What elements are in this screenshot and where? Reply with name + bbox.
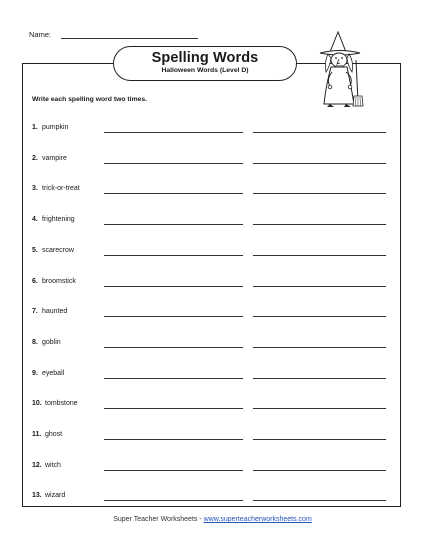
writing-line-1[interactable] bbox=[104, 408, 243, 409]
witch-icon bbox=[316, 30, 364, 108]
spelling-word: trick-or-treat bbox=[42, 185, 80, 193]
word-number: 12. bbox=[32, 461, 42, 469]
spelling-word: haunted bbox=[42, 308, 68, 316]
writing-line-1[interactable] bbox=[104, 255, 243, 256]
writing-line-2[interactable] bbox=[253, 224, 386, 225]
writing-line-1[interactable] bbox=[104, 439, 243, 440]
word-row bbox=[0, 247, 425, 259]
writing-line-1[interactable] bbox=[104, 286, 243, 287]
worksheet-title: Spelling Words bbox=[151, 50, 259, 66]
word-number: 6. bbox=[32, 277, 38, 285]
word-row bbox=[0, 185, 425, 197]
title-banner bbox=[113, 46, 297, 81]
writing-line-2[interactable] bbox=[253, 500, 386, 501]
word-number: 3. bbox=[32, 185, 38, 193]
word-row bbox=[0, 216, 425, 228]
writing-line-1[interactable] bbox=[104, 500, 243, 501]
writing-line-2[interactable] bbox=[253, 378, 386, 379]
word-row bbox=[0, 400, 425, 412]
word-row bbox=[0, 370, 425, 382]
word-row bbox=[0, 308, 425, 320]
word-number: 4. bbox=[32, 216, 38, 224]
writing-line-1[interactable] bbox=[104, 347, 243, 348]
word-row bbox=[0, 462, 425, 474]
word-number: 13. bbox=[32, 492, 42, 500]
word-row bbox=[0, 278, 425, 290]
writing-line-2[interactable] bbox=[253, 408, 386, 409]
spelling-word: vampire bbox=[42, 154, 67, 162]
writing-line-2[interactable] bbox=[253, 193, 386, 194]
spelling-word: broomstick bbox=[42, 277, 76, 285]
word-number: 8. bbox=[32, 338, 38, 346]
word-number: 9. bbox=[32, 369, 38, 377]
spelling-word: pumpkin bbox=[42, 124, 69, 131]
writing-line-2[interactable] bbox=[253, 163, 386, 164]
writing-line-2[interactable] bbox=[253, 132, 386, 133]
spelling-word: wizard bbox=[45, 492, 66, 500]
footer bbox=[0, 516, 425, 523]
spelling-word: goblin bbox=[42, 338, 61, 346]
word-number: 7. bbox=[32, 308, 38, 316]
writing-line-2[interactable] bbox=[253, 470, 386, 471]
spelling-word: ghost bbox=[45, 431, 63, 438]
writing-line-2[interactable] bbox=[253, 439, 386, 440]
word-row bbox=[0, 431, 425, 443]
word-row bbox=[0, 339, 425, 351]
writing-line-2[interactable] bbox=[253, 255, 386, 256]
word-number: 11. bbox=[32, 431, 42, 438]
spelling-word: eyeball bbox=[42, 369, 65, 377]
spelling-word: scarecrow bbox=[42, 246, 74, 254]
writing-line-1[interactable] bbox=[104, 193, 243, 194]
writing-line-2[interactable] bbox=[253, 316, 386, 317]
word-number: 1. bbox=[32, 124, 38, 131]
spelling-word: tombstone bbox=[45, 400, 78, 408]
word-number: 5. bbox=[32, 246, 38, 254]
writing-line-2[interactable] bbox=[253, 347, 386, 348]
word-row bbox=[0, 155, 425, 167]
writing-line-1[interactable] bbox=[104, 224, 243, 225]
word-number: 2. bbox=[32, 154, 38, 162]
name-label: Name: bbox=[29, 30, 52, 39]
footer-link[interactable]: www.superteacherworksheets.com bbox=[203, 516, 312, 523]
word-row bbox=[0, 492, 425, 504]
writing-line-1[interactable] bbox=[104, 470, 243, 471]
writing-line-2[interactable] bbox=[253, 286, 386, 287]
worksheet-subtitle: Halloween Words (Level D) bbox=[161, 67, 249, 74]
instructions: Write each spelling word two times. bbox=[32, 96, 148, 103]
writing-line-1[interactable] bbox=[104, 316, 243, 317]
spelling-word: frightening bbox=[42, 216, 75, 224]
word-number: 10. bbox=[32, 400, 42, 408]
writing-line-1[interactable] bbox=[104, 378, 243, 379]
footer-text: Super Teacher Worksheets - bbox=[113, 516, 204, 523]
word-row bbox=[0, 124, 425, 136]
name-line[interactable] bbox=[61, 38, 198, 39]
spelling-word: witch bbox=[45, 461, 61, 469]
writing-line-1[interactable] bbox=[104, 163, 243, 164]
writing-line-1[interactable] bbox=[104, 132, 243, 133]
